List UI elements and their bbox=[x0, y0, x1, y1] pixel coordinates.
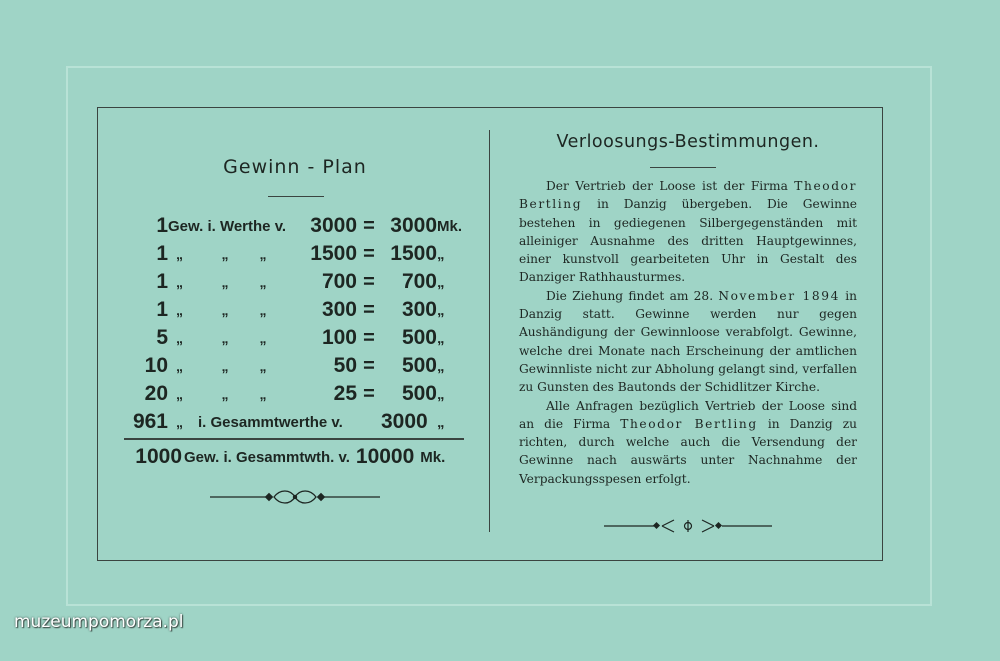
equals-sign: = bbox=[363, 270, 375, 293]
prize-desc bbox=[168, 408, 357, 436]
ditto-mark: „ bbox=[221, 301, 229, 318]
equals-sign: = bbox=[363, 382, 375, 405]
prize-unit: „ bbox=[437, 245, 445, 263]
ditto-mark: „ bbox=[176, 329, 183, 346]
prize-value: 1500 bbox=[310, 242, 357, 265]
equals-spacer bbox=[357, 408, 381, 436]
ditto-mark: „ bbox=[259, 245, 267, 262]
prize-total: 500 bbox=[401, 382, 437, 405]
ditto-mark: „ bbox=[176, 301, 183, 318]
prize-row-remainder bbox=[110, 408, 470, 436]
equals-sign: = bbox=[363, 354, 375, 377]
prize-row bbox=[110, 212, 470, 240]
prize-count: 1 bbox=[156, 214, 168, 237]
watermark: muzeumpomorza.pl bbox=[14, 612, 184, 632]
prize-value: 3000 bbox=[310, 214, 357, 237]
prize-value: 100 bbox=[321, 326, 357, 349]
prize-total: 700 bbox=[401, 270, 437, 293]
prize-unit: Mk. bbox=[437, 217, 463, 235]
prize-total: 1500 bbox=[390, 242, 437, 265]
prize-unit: „ bbox=[437, 329, 445, 347]
prize-total: 3000 bbox=[390, 214, 437, 237]
paragraph-anfragen: Alle Anfragen bezüglich Vertrieb der Loose sind an die Firma Theodor Bertling in Danzig zu richten, durch welche auch die Versendung der Gewinne nach auswärts unter Nachnahme der Verpackungsspesen erfolgt. bbox=[519, 398, 858, 486]
prize-row bbox=[110, 324, 470, 352]
prize-value: 25 bbox=[333, 382, 357, 405]
prize-row bbox=[110, 380, 470, 408]
prize-row bbox=[110, 268, 470, 296]
company-name: Theodor Bertling bbox=[620, 416, 758, 431]
ditto-mark: „ bbox=[259, 273, 267, 290]
prize-desc bbox=[168, 352, 295, 380]
draw-date: November 1894 bbox=[718, 288, 840, 303]
ditto-mark: „ bbox=[221, 273, 229, 290]
prize-row bbox=[110, 240, 470, 268]
prize-unit: „ bbox=[437, 301, 445, 319]
prize-row bbox=[110, 296, 470, 324]
ornament-left bbox=[210, 487, 380, 507]
prize-desc: Gew. i. Werthe v. bbox=[168, 217, 287, 235]
title-underline bbox=[268, 196, 324, 197]
ditto-mark: „ bbox=[259, 385, 267, 402]
ditto-mark: „ bbox=[176, 273, 183, 290]
ditto-mark: „ bbox=[259, 301, 267, 318]
gewinn-plan-title: Gewinn - Plan bbox=[223, 156, 367, 178]
prize-total: 500 bbox=[401, 354, 437, 377]
prize-table bbox=[110, 212, 470, 436]
prize-count: 1 bbox=[156, 298, 168, 321]
prize-count: 961 bbox=[132, 410, 168, 433]
paragraph-vertrieb: Der Vertrieb der Loose ist der Firma Theodor Bertling in Danzig übergeben. Die Gewinne bestehen in gediegenen Silbergegenständen mit alleiniger Ausnahme des dritten Hauptgewinnes, einer kunstvoll gearbeiteten Uhr in Gestalt des Danziger Rathhausturmes. bbox=[519, 179, 858, 285]
ditto-mark: „ bbox=[176, 357, 183, 374]
prize-unit: „ bbox=[437, 273, 445, 291]
paragraph-ziehung: Die Ziehung findet am 28. November 1894 in Danzig statt. Gewinne werden nur gegen Aushändigung der Gewinnloose verabfolgt. Gewinne, welche drei Monate nach Erscheinung der amtlichen Gewinnliste nicht zur Abholung gelangt sind, verfallen zu Gunsten des Bautonds der Schidlitzer Kirche. bbox=[519, 288, 858, 395]
ditto-mark: „ bbox=[259, 357, 267, 374]
grand-total-desc: Gew. i. Gesammtwth. v. bbox=[184, 448, 350, 466]
prize-value: 300 bbox=[321, 298, 357, 321]
ditto-mark: „ bbox=[176, 413, 183, 430]
prize-desc bbox=[168, 240, 295, 268]
equals-sign: = bbox=[363, 242, 375, 265]
prize-unit: „ bbox=[437, 385, 445, 403]
prize-count: 5 bbox=[156, 326, 168, 349]
ornament-right bbox=[604, 518, 772, 534]
prize-count: 20 bbox=[144, 382, 168, 405]
prize-unit: „ bbox=[437, 413, 445, 431]
ditto-mark: „ bbox=[221, 385, 229, 402]
prize-value: 700 bbox=[321, 270, 357, 293]
prize-unit: „ bbox=[437, 357, 445, 375]
equals-sign: = bbox=[363, 214, 375, 237]
ditto-mark: „ bbox=[221, 245, 229, 262]
prize-desc bbox=[168, 296, 295, 324]
prize-desc bbox=[168, 324, 295, 352]
prize-row bbox=[110, 352, 470, 380]
grand-total-unit: Mk. bbox=[420, 448, 446, 466]
grand-total-row bbox=[110, 442, 470, 472]
prize-value: 50 bbox=[333, 354, 357, 377]
equals-sign: = bbox=[363, 326, 375, 349]
prize-desc bbox=[168, 380, 295, 408]
ditto-mark: „ bbox=[221, 357, 229, 374]
bestimmungen-underline bbox=[650, 167, 716, 168]
ditto-mark: „ bbox=[176, 385, 183, 402]
remainder-desc: i. Gesammtwerthe v. bbox=[198, 413, 343, 431]
prize-desc bbox=[168, 268, 295, 296]
bestimmungen-text bbox=[519, 177, 857, 488]
grand-total-count: 1000 bbox=[135, 445, 182, 468]
ditto-mark: „ bbox=[176, 245, 183, 262]
company-name: Theodor Bertling bbox=[519, 179, 857, 212]
ditto-mark: „ bbox=[221, 329, 229, 346]
prize-count: 1 bbox=[156, 270, 168, 293]
prize-total: 300 bbox=[401, 298, 437, 321]
prize-total: 3000 bbox=[381, 410, 428, 433]
equals-sign: = bbox=[363, 298, 375, 321]
prize-total: 500 bbox=[401, 326, 437, 349]
grand-total-value: 10000 bbox=[355, 445, 415, 468]
bestimmungen-title: Verloosungs-Bestimmungen. bbox=[556, 132, 820, 152]
total-rule bbox=[124, 438, 464, 440]
column-divider bbox=[489, 130, 490, 532]
prize-count: 1 bbox=[156, 242, 168, 265]
ditto-mark: „ bbox=[259, 329, 267, 346]
prize-count: 10 bbox=[144, 354, 168, 377]
